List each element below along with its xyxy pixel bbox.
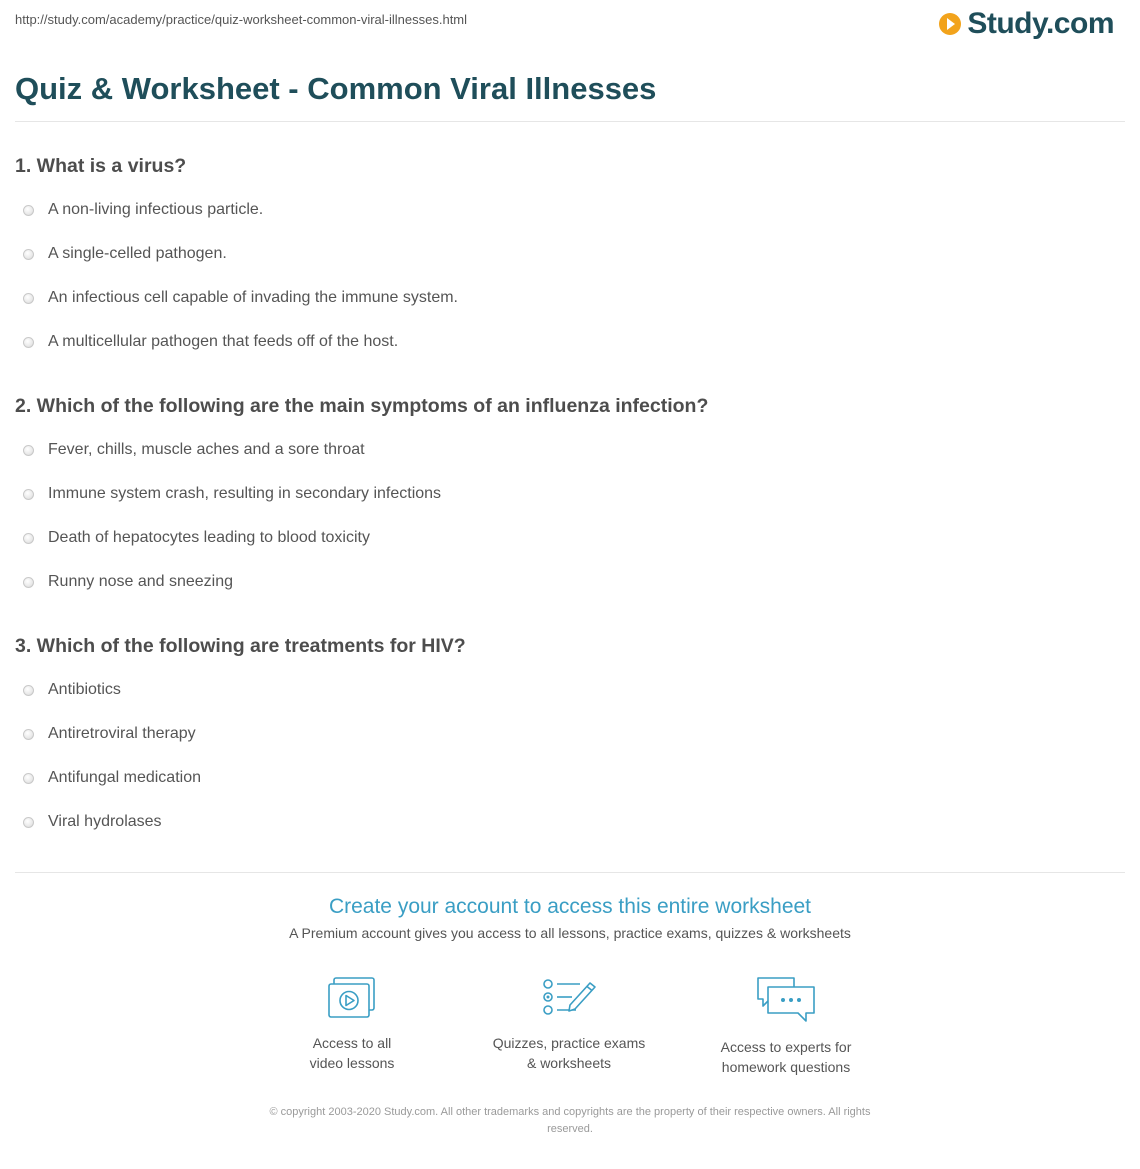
answer-text: Viral hydrolases (48, 813, 162, 830)
chat-bubbles-icon (754, 975, 818, 1025)
answer-text: Death of hepatocytes leading to blood toxicity (48, 529, 370, 546)
play-logo-icon (939, 13, 961, 35)
answer-text: Antibiotics (48, 681, 121, 698)
feature-label-line: video lessons (309, 1055, 395, 1071)
feature-quizzes (469, 975, 669, 1073)
answer-option[interactable] (23, 483, 441, 505)
page-title: Quiz & Worksheet - Common Viral Illnesses (15, 71, 657, 106)
title-divider (15, 121, 1125, 122)
question-2: 2. Which of the following are the main symptoms of an influenza infection? (15, 395, 709, 417)
radio-button[interactable] (23, 205, 34, 216)
radio-button[interactable] (23, 337, 34, 348)
feature-experts (686, 975, 886, 1077)
feature-label-line: Access to experts for (720, 1039, 852, 1055)
answer-option[interactable] (23, 527, 370, 549)
feature-label-line: & worksheets (526, 1055, 612, 1071)
radio-button[interactable] (23, 685, 34, 696)
answer-text: A non-living infectious particle. (48, 201, 264, 218)
radio-button[interactable] (23, 533, 34, 544)
answer-text: Antifungal medication (48, 769, 201, 786)
answer-option[interactable] (23, 331, 398, 353)
radio-button[interactable] (23, 773, 34, 784)
study-logo[interactable] (939, 6, 1114, 42)
feature-label (469, 1033, 669, 1073)
radio-button[interactable] (23, 445, 34, 456)
answer-option[interactable] (23, 439, 365, 461)
question-3: 3. Which of the following are treatments for HIV? (15, 635, 466, 657)
page-url: http://study.com/academy/practice/quiz-worksheet-common-viral-illnesses.html (15, 12, 468, 27)
answer-option[interactable] (23, 243, 227, 265)
copyright-line: © copyright 2003-2020 Study.com. All other trademarks and copyrights are the property of their respective owners. All rights (269, 1106, 871, 1118)
answer-option[interactable] (23, 723, 196, 745)
copyright-line: reserved. (547, 1123, 593, 1135)
answer-option[interactable] (23, 767, 201, 789)
radio-button[interactable] (23, 249, 34, 260)
answer-option[interactable] (23, 679, 121, 701)
feature-label (686, 1037, 886, 1077)
answer-option[interactable] (23, 287, 458, 309)
radio-button[interactable] (23, 293, 34, 304)
answer-option[interactable] (23, 811, 162, 833)
question-1: 1. What is a virus? (15, 155, 187, 177)
feature-label-line: Access to all (312, 1035, 392, 1051)
logo-text: Study.com (967, 7, 1114, 40)
premium-description: A Premium account gives you access to all lessons, practice exams, quizzes & worksheets (289, 925, 851, 941)
radio-button[interactable] (23, 489, 34, 500)
feature-label (252, 1033, 452, 1073)
feature-video-lessons (252, 975, 452, 1073)
feature-label-line: Quizzes, practice exams (492, 1035, 646, 1051)
answer-text: An infectious cell capable of invading the immune system. (48, 289, 458, 306)
answer-text: Antiretroviral therapy (48, 725, 196, 742)
radio-button[interactable] (23, 729, 34, 740)
create-account-link[interactable]: Create your account to access this entire worksheet (328, 895, 812, 918)
answer-text: Runny nose and sneezing (48, 573, 234, 590)
answer-option[interactable] (23, 199, 263, 221)
copyright-footer (215, 1104, 925, 1138)
radio-button[interactable] (23, 577, 34, 588)
answer-text: A multicellular pathogen that feeds off of the host. (48, 333, 399, 350)
feature-label-line: homework questions (721, 1059, 851, 1075)
answer-option[interactable] (23, 571, 233, 593)
radio-button[interactable] (23, 817, 34, 828)
answer-text: Immune system crash, resulting in secondary infections (48, 485, 442, 502)
quiz-checklist-icon (540, 975, 598, 1021)
video-lessons-icon (326, 975, 378, 1021)
answer-text: A single-celled pathogen. (48, 245, 227, 262)
answer-text: Fever, chills, muscle aches and a sore throat (48, 441, 365, 458)
section-divider (15, 872, 1125, 873)
